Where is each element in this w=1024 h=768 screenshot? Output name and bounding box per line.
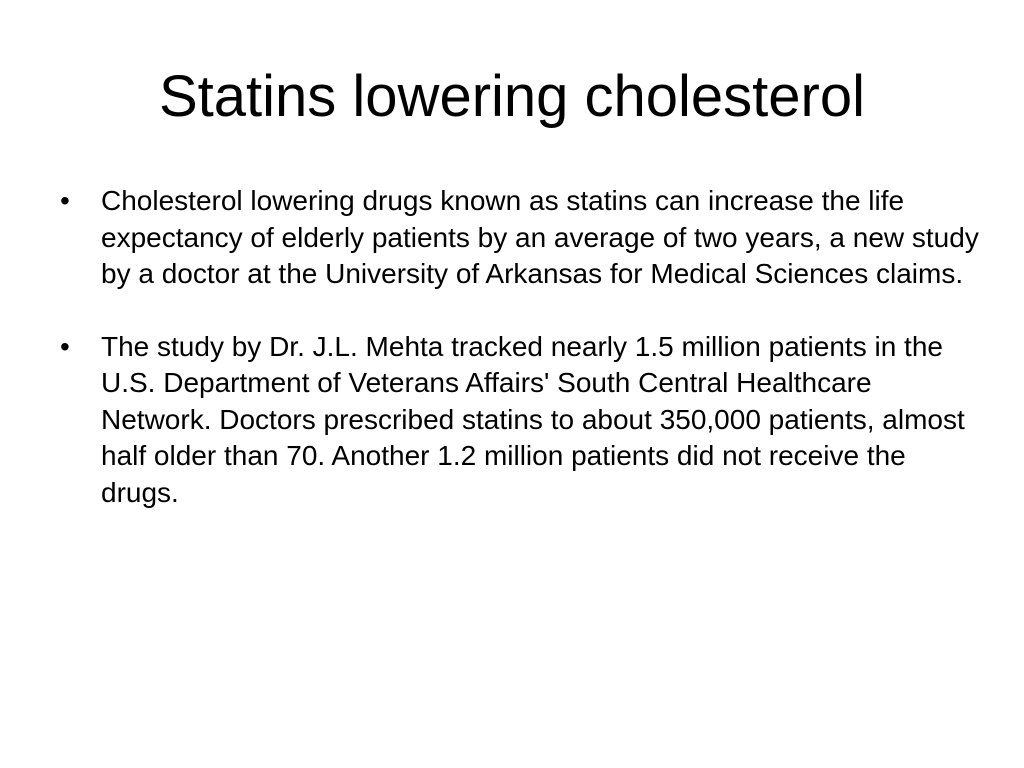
bullet-item xyxy=(60,183,980,293)
bullet-item xyxy=(60,329,980,512)
bullet-list xyxy=(60,183,980,547)
bullet-text: Cholesterol lowering drugs known as statins can increase the life expectancy of elderly patients by an average of two years, a new study by a doctor at the University of Arkansas for Medical Sciences claims. xyxy=(101,185,979,289)
bullet-text: The study by Dr. J.L. Mehta tracked nearly 1.5 million patients in the U.S. Department of Veterans Affairs' South Central Healthcare Network. Doctors prescribed statins to about 350,000 patients, almost half older than 70. Another 1.2 million patients did not receive the drugs. xyxy=(101,330,965,508)
bullet-marker: • xyxy=(60,185,70,216)
bullet-marker: • xyxy=(60,330,70,362)
slide-title: Statins lowering cholesterol xyxy=(158,64,866,129)
